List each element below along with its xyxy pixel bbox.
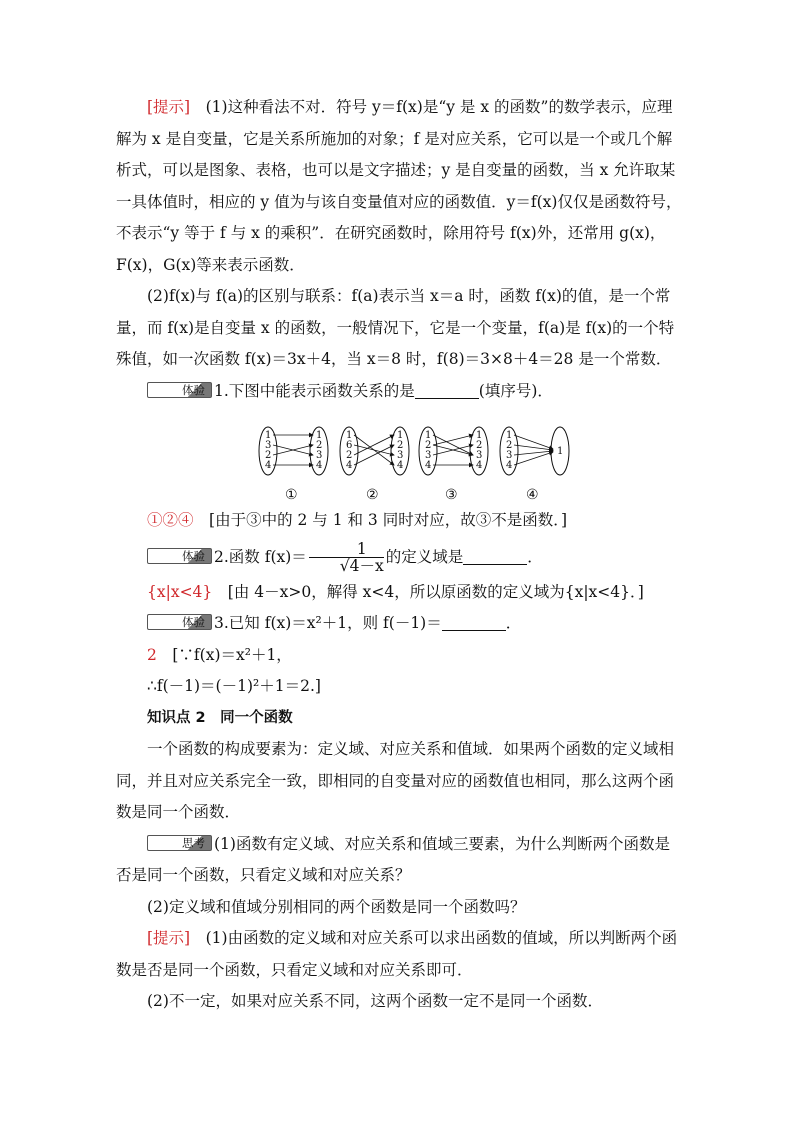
think-hint-2: (2)不一定，如果对应关系不同，这两个函数一定不是同一个函数．: [147, 992, 603, 1010]
d2-right-4: 4: [397, 460, 404, 471]
d1-right-2: 2: [316, 440, 323, 451]
d2-right-1: 1: [397, 430, 404, 441]
answer-blank: [463, 546, 527, 565]
d1-left-2: 3: [265, 440, 272, 451]
d3-right-3: 3: [476, 450, 483, 461]
experience-3-text-pre: 3.已知 f(x)＝x²＋1，则 f(－1)＝: [214, 614, 442, 632]
think-question-1-text: (1)函数有定义域、对应关系和值域三要素，为什么判断两个函数是否是同一个函数，只看定义域和对应关系？: [116, 834, 670, 884]
think-question-2: (2)定义域和值域分别相同的两个函数是同一个函数吗？: [147, 897, 526, 916]
experience-1-answer: [116, 505, 682, 537]
diagram-1: [259, 427, 328, 503]
experience-2-answer-value: {x|x<4}: [147, 582, 213, 601]
experience-2-explain: [由 4－x>0，解得 x<4，所以原函数的定义域为{x|x<4}．]: [212, 582, 644, 601]
think-hint-1: [116, 923, 682, 986]
d1-right-3: 3: [316, 450, 323, 461]
d4-left-1: 1: [506, 430, 513, 441]
d2-left-1: 1: [346, 430, 353, 441]
hint-paragraph-1: [116, 92, 682, 281]
d3-right-1: 1: [476, 430, 483, 441]
fraction: [309, 541, 384, 574]
d1-right-1: 1: [316, 430, 323, 441]
experience-tag: 体验: [147, 382, 212, 398]
d4-label: ④: [526, 487, 539, 503]
hint-label: [提示]: [147, 98, 191, 116]
hint-label: [提示]: [147, 929, 191, 947]
d4-right-1: 1: [557, 446, 564, 457]
think-hint-1-text: (1)由函数的定义域和对应关系可以求出函数的值域，所以判断两个函数是否是同一个函数，只看定义域和对应关系即可．: [116, 929, 678, 979]
page-content: [116, 92, 682, 1018]
d2-left-3: 2: [346, 450, 353, 461]
think-tag: 思考: [147, 835, 212, 851]
d2-right-3: 3: [397, 450, 404, 461]
experience-2-answer: [116, 577, 682, 609]
answer-blank: [442, 612, 506, 631]
d2-label: ②: [366, 487, 379, 503]
experience-3-line-2: ∴f(－1)＝(－1)²＋1＝2.]: [147, 677, 321, 695]
d3-right-2: 2: [476, 440, 483, 451]
fraction-denominator: √4－x: [339, 557, 384, 575]
experience-3-line-1: [∵f(x)＝x²＋1，: [156, 645, 292, 664]
experience-1-answer-value: ①②④: [147, 511, 194, 529]
d2-left-4: 4: [346, 460, 353, 471]
diagram-2: [340, 427, 409, 503]
diagram-4: [500, 427, 569, 503]
experience-1-text-a: 1.下图中能表示函数关系的是: [214, 381, 415, 400]
d2-right-2: 2: [397, 440, 404, 451]
d3-label: ③: [445, 487, 458, 503]
mapping-diagrams: [116, 409, 682, 505]
experience-3-text-end: ．: [505, 614, 522, 632]
d1-left-1: 1: [265, 430, 272, 441]
d3-left-1: 1: [425, 430, 432, 441]
d4-left-3: 3: [506, 450, 513, 461]
experience-2-text-pre: 2.函数 f(x)＝: [214, 547, 307, 566]
d1-left-3: 2: [265, 450, 272, 461]
experience-3-answer-value: 2: [147, 645, 157, 664]
d1-left-4: 4: [265, 460, 272, 471]
experience-3-question: [116, 608, 682, 640]
d4-left-4: 4: [506, 460, 513, 471]
hint-paragraph-2: (2)f(x)与 f(a)的区别与联系：f(a)表示当 x＝a 时，函数 f(x)的值，是一个常量，而 f(x)是自变量 x 的函数，一般情况下，它是一个变量，f(a)是 f(x)的一个特殊值，如一次函数 f(x)＝3x＋4，当 x＝8 时，f(8)＝3×8＋4＝28 是一个常数．: [116, 287, 675, 368]
experience-1-question: [116, 376, 682, 408]
knowledge-point-2-title: 知识点 2 同一个函数: [147, 709, 293, 726]
d2-left-2: 6: [346, 440, 353, 451]
d3-left-2: 2: [425, 440, 432, 451]
experience-1-text-b: (填序号)．: [478, 381, 553, 400]
experience-tag: 体验: [147, 614, 212, 630]
diagram-3: [419, 427, 488, 503]
knowledge-point-2-body: 一个函数的构成要素为：定义域、对应关系和值域．如果两个函数的定义域相同，并且对应关系完全一致，即相同的自变量对应的函数值也相同，那么这两个函数是同一个函数．: [116, 740, 675, 821]
d1-label: ①: [285, 487, 298, 503]
experience-3-answer: [116, 640, 682, 672]
experience-1-explain: [由于③中的 2 与 1 和 3 同时对应，故③不是函数．]: [193, 511, 568, 529]
experience-2-text-post: 的定义域是: [385, 547, 464, 566]
d1-right-4: 4: [316, 460, 323, 471]
hint-text-1: (1)这种看法不对．符号 y＝f(x)是“y 是 x 的函数”的数学表示，应理解为 x 是自变量，它是关系所施加的对象；f 是对应关系，它可以是一个或几个解析式，可以是图象、表格，也可以是文字描述；y 是自变量的函数，当 x 允许取某一具体值时，相应的 y 值为与该自变量值对应的函数值．y＝f(x)仅仅是函数符号，不表示“y 等于 f 与 x 的乘积”．在研究函数时，除用符号 f(x)外，还常用 g(x)，F(x)，G(x)等来表示函数．: [116, 98, 682, 274]
mapping-diagrams-svg: [116, 409, 682, 505]
answer-blank: [415, 380, 479, 399]
d3-left-3: 3: [425, 450, 432, 461]
d4-left-2: 2: [506, 440, 513, 451]
think-question-1: [116, 829, 682, 892]
experience-2-text-end: ．: [527, 547, 543, 566]
fraction-numerator: 1: [309, 541, 384, 558]
experience-tag: 体验: [147, 548, 212, 564]
d3-right-4: 4: [476, 460, 483, 471]
experience-2-question: [116, 537, 682, 577]
d3-left-4: 4: [425, 460, 432, 471]
